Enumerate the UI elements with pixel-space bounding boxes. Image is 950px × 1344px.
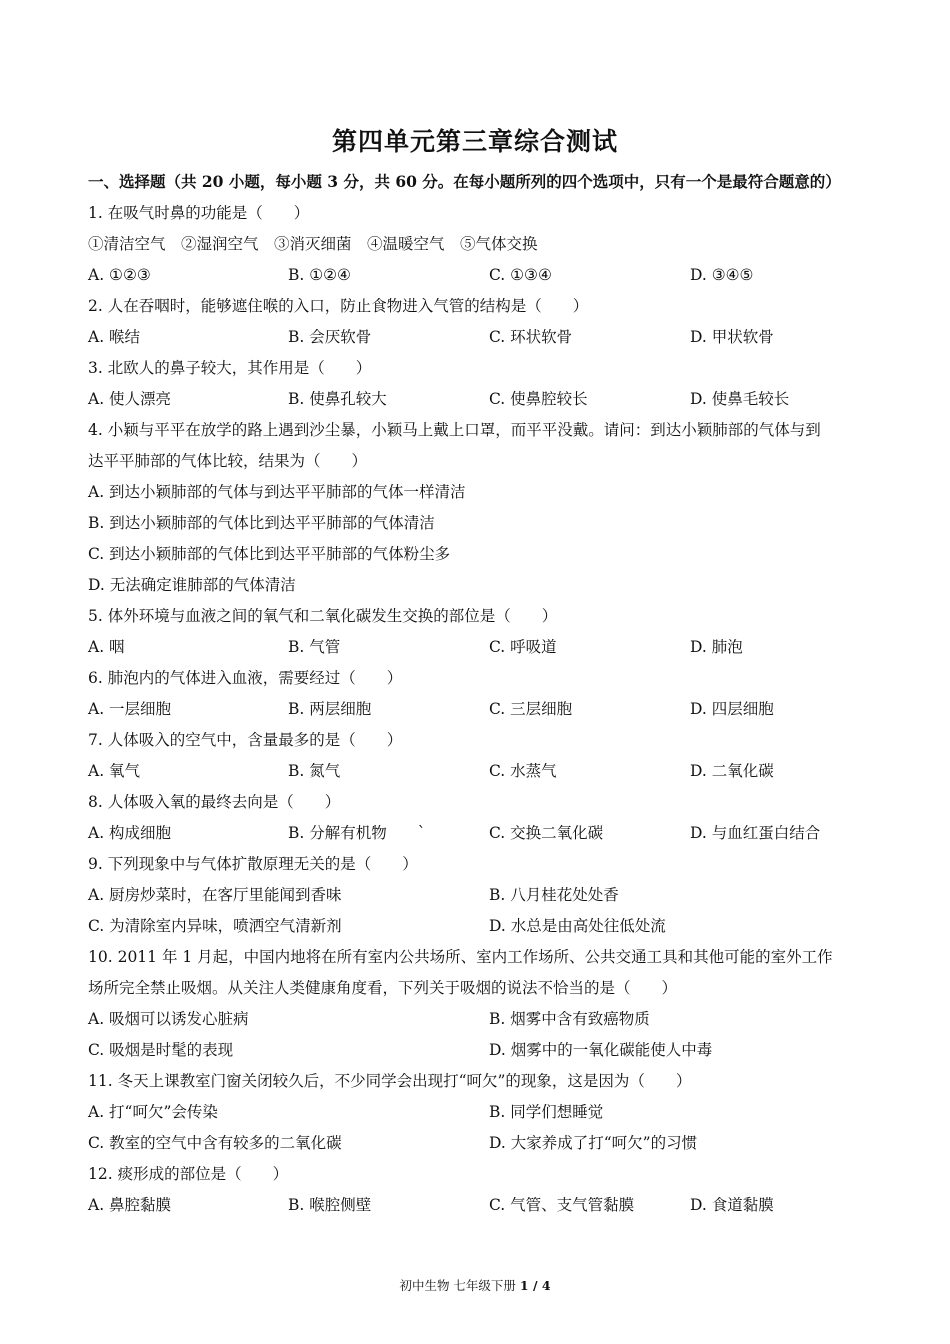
question-10-stem-line2: 场所完全禁止吸烟。从关注人类健康角度看，下列关于吸烟的说法不恰当的是（ ）: [88, 979, 678, 997]
q5-option-a: A. 咽: [88, 638, 125, 656]
q9-option-c: C. 为清除室内异味，喷洒空气清新剂: [88, 917, 342, 935]
q10-option-a: A. 吸烟可以诱发心脏病: [88, 1010, 249, 1028]
question-11-stem: 11. 冬天上课教室门窗关闭较久后，不少同学会出现打“呵欠”的现象，这是因为（ ）: [88, 1072, 692, 1090]
q4-option-b: B. 到达小颖肺部的气体比到达平平肺部的气体清洁: [88, 514, 435, 532]
q10-option-b: B. 烟雾中含有致癌物质: [489, 1010, 650, 1028]
q10-option-d: D. 烟雾中的一氧化碳能使人中毒: [489, 1041, 713, 1059]
q6-option-c: C. 三层细胞: [489, 700, 573, 718]
q4-option-d: D. 无法确定谁肺部的气体清洁: [88, 576, 296, 594]
q11-option-c: C. 教室的空气中含有较多的二氧化碳: [88, 1134, 342, 1152]
q11-option-d: D. 大家养成了打“呵欠”的习惯: [489, 1134, 698, 1152]
q3-option-c: C. 使鼻腔较长: [489, 390, 588, 408]
q5-option-c: C. 呼吸道: [489, 638, 557, 656]
q3-option-a: A. 使人漂亮: [88, 390, 172, 408]
page-title: 第四单元第三章综合测试: [331, 127, 618, 156]
page-footer: [0, 1276, 950, 1294]
q12-option-d: D. 食道黏膜: [690, 1196, 774, 1214]
footer-text: 初中生物 七年级下册: [399, 1278, 520, 1293]
page-number: 1 / 4: [519, 1278, 551, 1293]
q12-option-a: A. 鼻腔黏膜: [88, 1196, 172, 1214]
q5-option-b: B. 气管: [288, 638, 341, 656]
question-3-stem: 3. 北欧人的鼻子较大，其作用是（ ）: [88, 359, 372, 377]
q2-option-b: B. 会厌软骨: [288, 328, 372, 346]
q6-option-a: A. 一层细胞: [88, 700, 172, 718]
question-9-stem: 9. 下列现象中与气体扩散原理无关的是（ ）: [88, 855, 418, 873]
q5-option-d: D. 肺泡: [690, 638, 743, 656]
q12-option-b: B. 喉腔侧壁: [288, 1196, 372, 1214]
question-7-stem: 7. 人体吸入的空气中，含量最多的是（ ）: [88, 731, 403, 749]
q2-option-c: C. 环状软骨: [489, 328, 573, 346]
q3-option-d: D. 使鼻毛较长: [690, 390, 790, 408]
section-heading: 一、选择题（共 20 小题，每小题 3 分，共 60 分。在每小题所列的四个选项中，只有一个是最符合题意的）: [88, 172, 841, 191]
q2-option-d: D. 甲状软骨: [690, 328, 774, 346]
question-10-stem-line1: 10. 2011 年 1 月起，中国内地将在所有室内公共场所、室内工作场所、公共交通工具和其他可能的室外工作: [88, 948, 833, 966]
question-4-stem-line1: 4. 小颖与平平在放学的路上遇到沙尘暴，小颖马上戴上口罩，而平平没戴。请问：到达小颖肺部的气体与到: [88, 421, 821, 439]
question-1-items: ①清洁空气 ②湿润空气 ③消灭细菌 ④温暖空气 ⑤气体交换: [88, 235, 538, 253]
q7-option-d: D. 二氧化碳: [690, 762, 774, 780]
question-8-stem: 8. 人体吸入氧的最终去向是（ ）: [88, 793, 341, 811]
q1-option-b: B. ①②④: [288, 266, 351, 284]
question-5-stem: 5. 体外环境与血液之间的氧气和二氧化碳发生交换的部位是（ ）: [88, 607, 558, 625]
q1-option-d: D. ③④⑤: [690, 266, 754, 284]
q8-option-a: A. 构成细胞: [88, 824, 172, 842]
q1-option-c: C. ①③④: [489, 266, 552, 284]
q6-option-d: D. 四层细胞: [690, 700, 774, 718]
q7-option-a: A. 氧气: [88, 762, 141, 780]
q3-option-b: B. 使鼻孔较大: [288, 390, 387, 408]
q9-option-b: B. 八月桂花处处香: [489, 886, 619, 904]
question-6-stem: 6. 肺泡内的气体进入血液，需要经过（ ）: [88, 669, 403, 687]
question-2-stem: 2. 人在吞咽时，能够遮住喉的入口，防止食物进入气管的结构是（ ）: [88, 297, 589, 315]
question-4-stem-line2: 达平平肺部的气体比较，结果为（ ）: [88, 452, 368, 470]
q9-option-a: A. 厨房炒菜时，在客厅里能闻到香味: [88, 886, 342, 904]
q2-option-a: A. 喉结: [88, 328, 141, 346]
q8-option-d: D. 与血红蛋白结合: [690, 824, 821, 842]
q8-option-b: B. 分解有机物 `: [288, 824, 426, 842]
q9-option-d: D. 水总是由高处往低处流: [489, 917, 666, 935]
q8-option-c: C. 交换二氧化碳: [489, 824, 604, 842]
q4-option-c: C. 到达小颖肺部的气体比到达平平肺部的气体粉尘多: [88, 545, 451, 563]
q11-option-a: A. 打“呵欠”会传染: [88, 1103, 218, 1121]
question-12-stem: 12. 痰形成的部位是（ ）: [88, 1165, 289, 1183]
q11-option-b: B. 同学们想睡觉: [489, 1103, 604, 1121]
q7-option-c: C. 水蒸气: [489, 762, 557, 780]
q12-option-c: C. 气管、支气管黏膜: [489, 1196, 635, 1214]
q4-option-a: A. 到达小颖肺部的气体与到达平平肺部的气体一样清洁: [88, 483, 466, 501]
question-1-stem: 1. 在吸气时鼻的功能是（ ）: [88, 204, 310, 222]
q1-option-a: A. ①②③: [88, 266, 151, 284]
q7-option-b: B. 氮气: [288, 762, 341, 780]
q6-option-b: B. 两层细胞: [288, 700, 372, 718]
q10-option-c: C. 吸烟是时髦的表现: [88, 1041, 234, 1059]
